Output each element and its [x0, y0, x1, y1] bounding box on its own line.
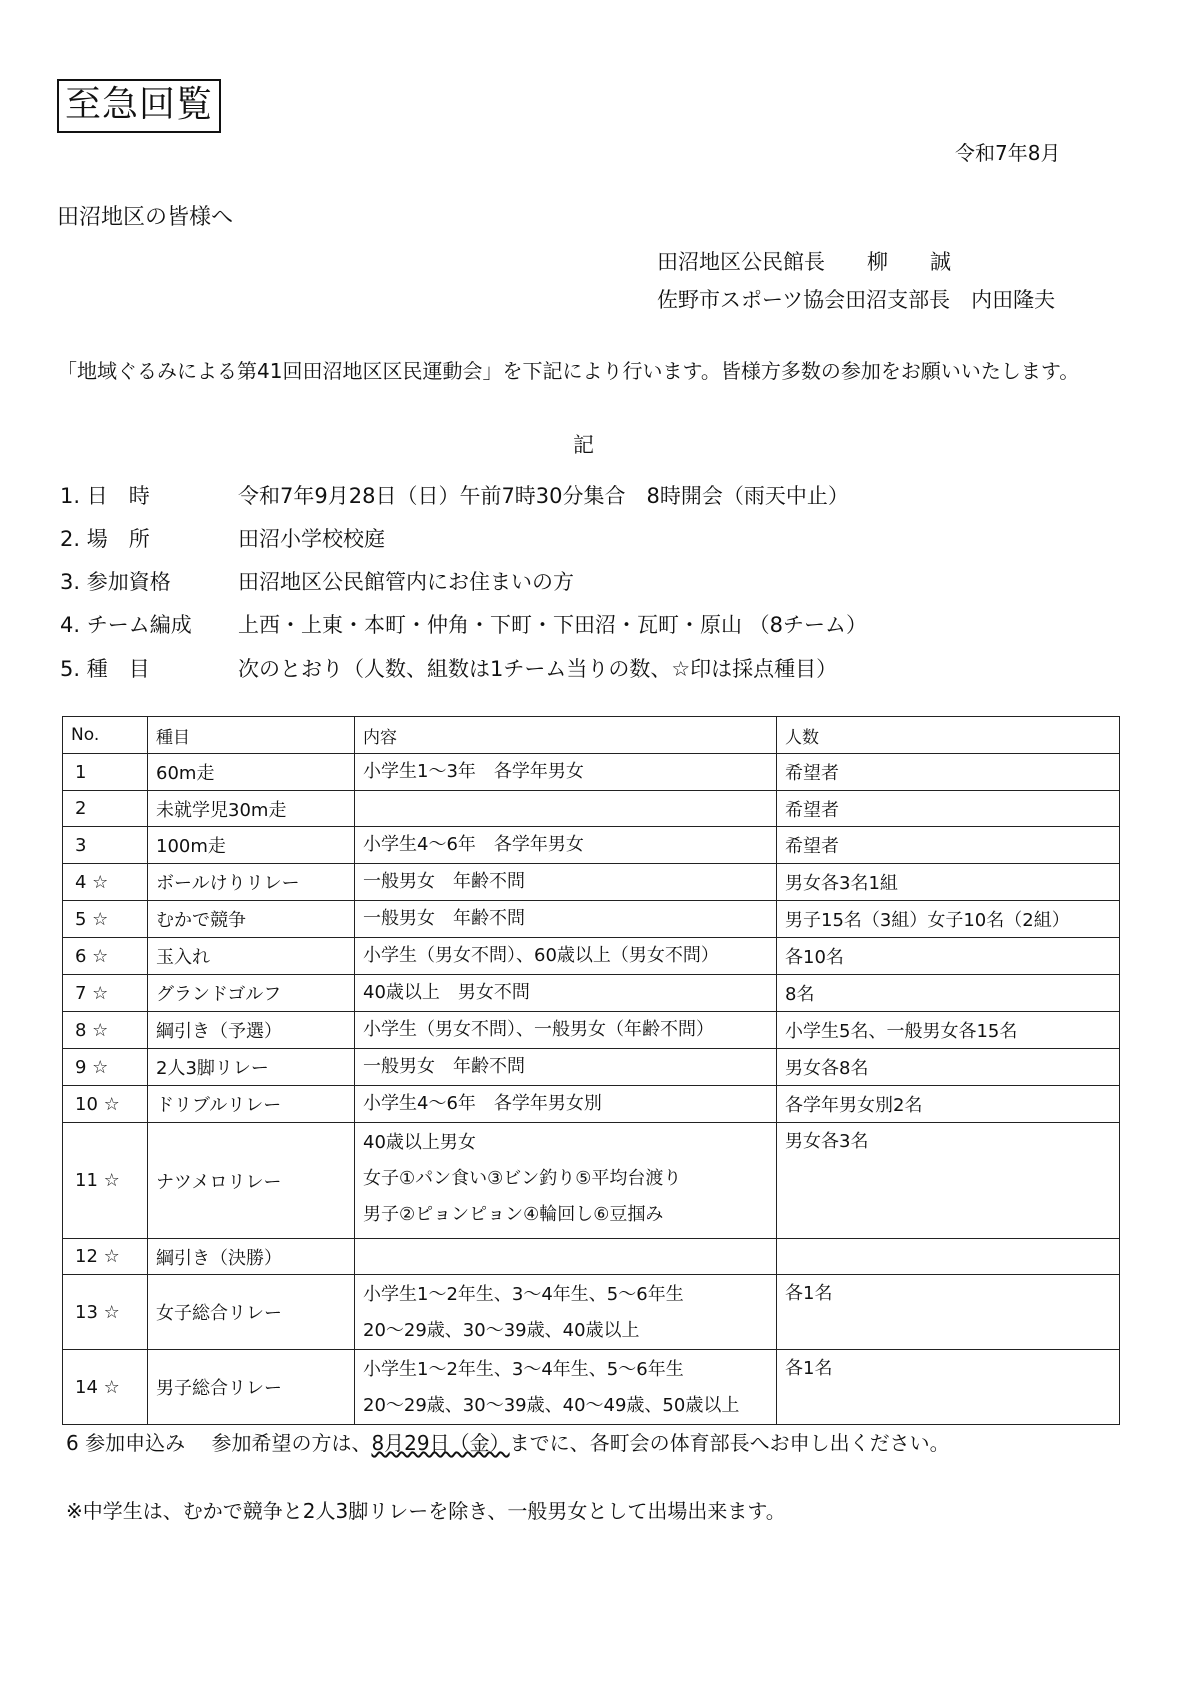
cell-no: 9 ☆ [63, 1049, 148, 1086]
item-eligibility [60, 566, 574, 596]
item-value: 上西・上東・本町・仲角・下町・下田沼・瓦町・原山 （8チーム） [238, 613, 868, 637]
cell-content [355, 901, 777, 938]
header-event: 種目 [148, 717, 355, 754]
content-line: 女子①パン食い③ビン釣り⑤平均台渡り [363, 1168, 682, 1189]
cell-no: 10 ☆ [63, 1086, 148, 1123]
cell-event: 綱引き（決勝） [148, 1239, 355, 1275]
item-value: 次のとおり（人数、組数は1チーム当りの数、☆印は採点種目） [238, 657, 838, 681]
intro-paragraph: 「地域ぐるみによる第41回田沼地区区民運動会」を下記により行います。皆様方多数の参加をお願いいたします。 [57, 359, 1080, 383]
cell-no: 2 [63, 791, 148, 827]
cell-no: 11 ☆ [63, 1123, 148, 1239]
cell-count: 各10名 [777, 938, 1120, 975]
table-row [63, 754, 1120, 791]
table-row [63, 827, 1120, 864]
table-row [63, 1012, 1120, 1049]
deadline-date: 8月29日（金） [371, 1431, 510, 1455]
table-header-row [63, 717, 1120, 754]
table-row [63, 1086, 1120, 1123]
cell-count: 各1名 [777, 1275, 1120, 1350]
cell-content [355, 1123, 777, 1239]
content-line: 小学生（男女不問）、一般男女（年齢不問） [363, 1019, 714, 1040]
cell-event: ボールけりリレー [148, 864, 355, 901]
cell-no: 4 ☆ [63, 864, 148, 901]
content-line: 20～29歳、30～39歳、40歳以上 [363, 1320, 640, 1341]
content-line: 小学生4～6年 各学年男女 [363, 834, 584, 855]
item-label: 4. チーム編成 [60, 613, 192, 637]
cell-count: 男女各3名 [777, 1123, 1120, 1239]
cell-content [355, 1086, 777, 1123]
table-row [63, 1350, 1120, 1425]
urgent-circular-stamp: 至急回覧 [57, 79, 221, 133]
cell-event: 100m走 [148, 827, 355, 864]
table-row [63, 975, 1120, 1012]
content-line: 小学生1～2年生、3～4年生、5～6年生 [363, 1284, 684, 1305]
deadline-text-before: 参加希望の方は、 [211, 1431, 372, 1455]
header-no: No. [63, 717, 148, 754]
header-content: 内容 [355, 717, 777, 754]
events-table [62, 716, 1120, 1425]
cell-count: 希望者 [777, 791, 1120, 827]
cell-no: 13 ☆ [63, 1275, 148, 1350]
content-line: 40歳以上男女 [363, 1132, 476, 1153]
cell-no: 5 ☆ [63, 901, 148, 938]
cell-content [355, 827, 777, 864]
cell-no: 6 ☆ [63, 938, 148, 975]
cell-content [355, 1239, 777, 1275]
application-deadline [66, 1427, 950, 1456]
content-line: 小学生1～2年生、3～4年生、5～6年生 [363, 1359, 684, 1380]
cell-event: 玉入れ [148, 938, 355, 975]
item-label: 5. 種 目 [60, 657, 150, 681]
table-row [63, 938, 1120, 975]
content-line: 小学生（男女不問）、60歳以上（男女不問） [363, 945, 719, 966]
table-row [63, 1275, 1120, 1350]
cell-event: 綱引き（予選） [148, 1012, 355, 1049]
table-row [63, 791, 1120, 827]
deadline-label: 6 参加申込み [66, 1431, 186, 1455]
cell-content [355, 1049, 777, 1086]
content-line: 小学生1～3年 各学年男女 [363, 761, 584, 782]
content-line: 一般男女 年齢不問 [363, 871, 525, 892]
item-place [60, 523, 385, 553]
cell-no: 8 ☆ [63, 1012, 148, 1049]
ki-heading: 記 [573, 433, 594, 457]
table-row [63, 864, 1120, 901]
cell-content [355, 1275, 777, 1350]
content-line: 一般男女 年齢不問 [363, 1056, 525, 1077]
cell-event: むかで競争 [148, 901, 355, 938]
cell-content [355, 754, 777, 791]
header-count: 人数 [777, 717, 1120, 754]
cell-event: ナツメロリレー [148, 1123, 355, 1239]
issue-date: 令和7年8月 [955, 141, 1061, 165]
cell-content [355, 938, 777, 975]
cell-content [355, 1012, 777, 1049]
cell-count: 各学年男女別2名 [777, 1086, 1120, 1123]
sender-1: 田沼地区公民館長 柳 誠 [657, 250, 951, 274]
cell-no: 14 ☆ [63, 1350, 148, 1425]
cell-event: 女子総合リレー [148, 1275, 355, 1350]
cell-event: 男子総合リレー [148, 1350, 355, 1425]
item-events [60, 653, 838, 683]
content-line: 40歳以上 男女不問 [363, 982, 530, 1003]
cell-content [355, 975, 777, 1012]
cell-event: 未就学児30m走 [148, 791, 355, 827]
cell-count: 各1名 [777, 1350, 1120, 1425]
item-label: 1. 日 時 [60, 484, 150, 508]
content-line: 一般男女 年齢不問 [363, 908, 525, 929]
cell-count: 小学生5名、一般男女各15名 [777, 1012, 1120, 1049]
cell-count [777, 1239, 1120, 1275]
item-label: 3. 参加資格 [60, 570, 171, 594]
item-teams [60, 609, 868, 639]
item-value: 令和7年9月28日（日）午前7時30分集合 8時開会（雨天中止） [238, 484, 849, 508]
cell-count: 男女各3名1組 [777, 864, 1120, 901]
deadline-text-after: までに、各町会の体育部長へお申し出ください。 [509, 1431, 950, 1455]
cell-count: 8名 [777, 975, 1120, 1012]
cell-content [355, 1350, 777, 1425]
item-label: 2. 場 所 [60, 527, 150, 551]
table-row [63, 1049, 1120, 1086]
sender-2: 佐野市スポーツ協会田沼支部長 内田隆夫 [657, 288, 1056, 312]
addressee: 田沼地区の皆様へ [57, 205, 234, 230]
item-value: 田沼地区公民館管内にお住まいの方 [238, 570, 574, 594]
cell-no: 7 ☆ [63, 975, 148, 1012]
cell-no: 1 [63, 754, 148, 791]
cell-no: 12 ☆ [63, 1239, 148, 1275]
cell-count: 男子15名（3組）女子10名（2組） [777, 901, 1120, 938]
table-row [63, 901, 1120, 938]
cell-event: グランドゴルフ [148, 975, 355, 1012]
cell-count: 希望者 [777, 754, 1120, 791]
footnote: ※中学生は、むかで競争と2人3脚リレーを除き、一般男女として出場出来ます。 [66, 1499, 786, 1523]
cell-no: 3 [63, 827, 148, 864]
table-row [63, 1239, 1120, 1275]
cell-event: ドリブルリレー [148, 1086, 355, 1123]
cell-event: 60m走 [148, 754, 355, 791]
cell-content [355, 864, 777, 901]
content-line: 20～29歳、30～39歳、40～49歳、50歳以上 [363, 1395, 740, 1416]
item-datetime [60, 480, 849, 510]
cell-count: 希望者 [777, 827, 1120, 864]
cell-content [355, 791, 777, 827]
table-row [63, 1123, 1120, 1239]
cell-event: 2人3脚リレー [148, 1049, 355, 1086]
cell-count: 男女各8名 [777, 1049, 1120, 1086]
item-value: 田沼小学校校庭 [238, 527, 385, 551]
content-line: 男子②ピョンピョン④輪回し⑥豆掴み [363, 1204, 664, 1225]
content-line: 小学生4～6年 各学年男女別 [363, 1093, 602, 1114]
